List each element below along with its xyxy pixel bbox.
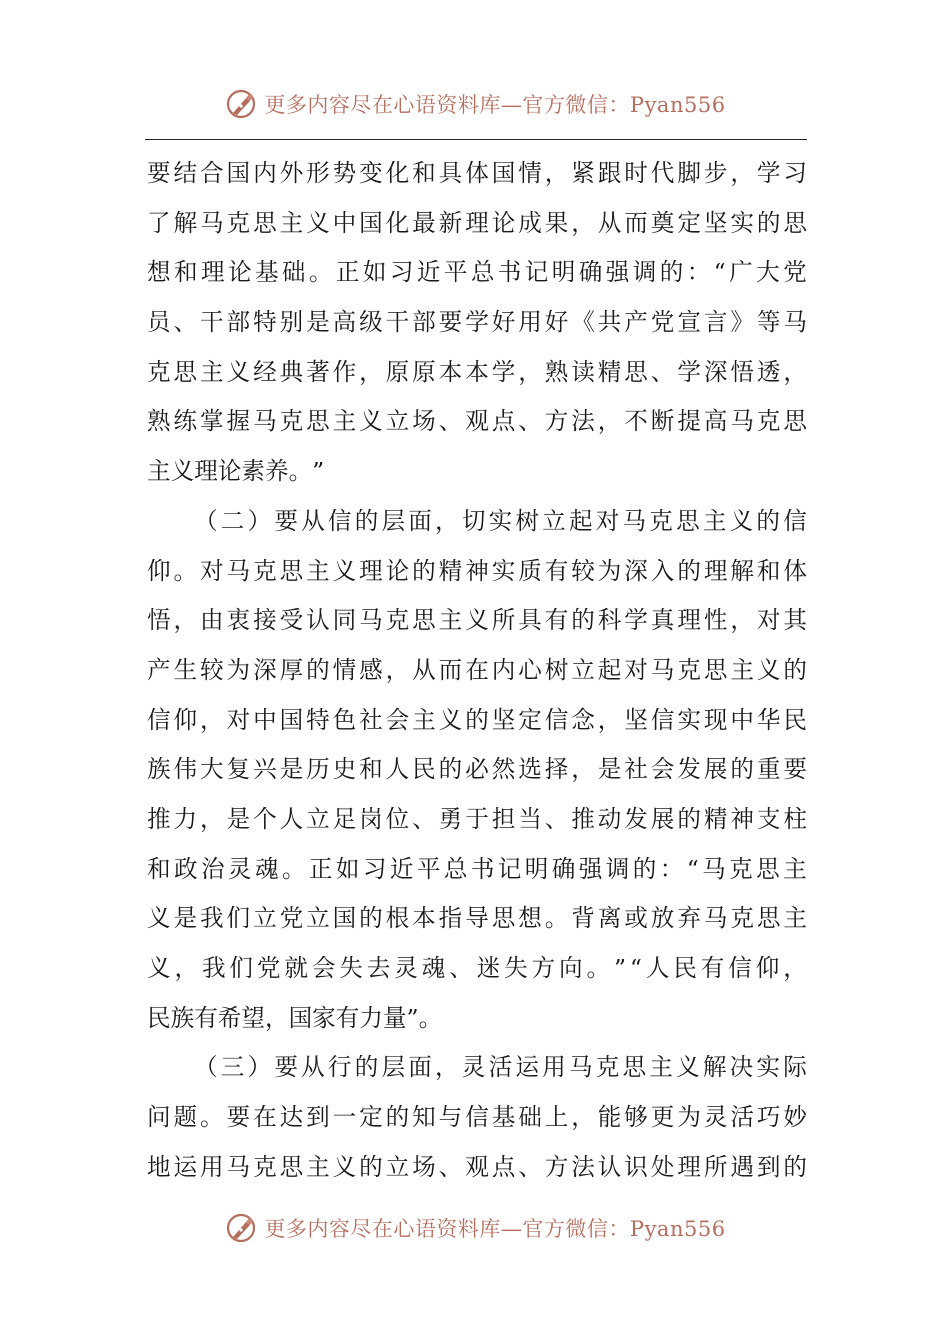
body-line: 和 政 治 灵 魂 。 正 如 习 近 平 总 书 记 明 确 强 调 的 ： “ 马 克 思 主 (147, 854, 807, 883)
body-line: 问 题 。 要 在 达 到 一 定 的 知 与 信 基 础 上 ， 能 够 更 为 灵 活 巧 妙 (147, 1103, 807, 1132)
body-line: 了 解 马 克 思 主 义 中 国 化 最 新 理 论 成 果 ， 从 而 奠 定 坚 实 的 思 (147, 208, 807, 237)
body-line: 族 伟 大 复 兴 是 历 史 和 人 民 的 必 然 选 择 ， 是 社 会 发 展 的 重 要 (147, 755, 807, 784)
pen-nib-icon (224, 1211, 258, 1245)
body-line: 仰 。 对 马 克 思 主 义 理 论 的 精 神 实 质 有 较 为 深 入 的 理 解 和 体 (147, 556, 807, 585)
document-body (147, 149, 807, 1192)
body-line: 地 运 用 马 克 思 主 义 的 立 场 、 观 点 、 方 法 认 识 处 理 所 遇 到 的 (147, 1152, 807, 1181)
body-line: 义 是 我 们 立 党 立 国 的 根 本 指 导 思 想 。 背 离 或 放 弃 马 克 思 主 (147, 904, 807, 933)
footer-watermark (0, 1208, 950, 1248)
body-line: （ 三 ） 要 从 行 的 层 面 ， 灵 活 运 用 马 克 思 主 义 解 决 实 际 (194, 1053, 807, 1082)
body-line: 熟 练 掌 握 马 克 思 主 义 立 场 、 观 点 、 方 法 ， 不 断 提 高 马 克 思 (147, 407, 807, 436)
body-line: （ 二 ） 要 从 信 的 层 面 ， 切 实 树 立 起 对 马 克 思 主 义 的 信 (194, 506, 807, 535)
body-line: 信 仰 ， 对 中 国 特 色 社 会 主 义 的 坚 定 信 念 ， 坚 信 实 现 中 华 民 (147, 705, 807, 734)
body-line: 主 义 理 论 素 养 。 ” (147, 457, 325, 486)
header-divider (145, 139, 807, 140)
body-line: 克 思 主 义 经 典 著 作 ， 原 原 本 本 学 ， 熟 读 精 思 、 学 深 悟 透 ， (147, 357, 807, 386)
body-line: 推 力 ， 是 个 人 立 足 岗 位 、 勇 于 担 当 、 推 动 发 展 的 精 神 支 柱 (147, 804, 807, 833)
body-line: 员 、 干 部 特 别 是 高 级 干 部 要 学 好 用 好 《 共 产 党 宣 言 》 等 马 (147, 308, 807, 337)
body-line: 悟 ， 由 衷 接 受 认 同 马 克 思 主 义 所 具 有 的 科 学 真 理 性 ， 对 其 (147, 606, 807, 635)
body-line: 要 结 合 国 内 外 形 势 变 化 和 具 体 国 情 ， 紧 跟 时 代 脚 步 ， 学 习 (147, 159, 807, 187)
watermark-text: 更多内容尽在心语资料库—官方微信：Pyan556 (264, 93, 726, 117)
body-line: 民 族 有 希 望 ， 国 家 有 力 量 ” 。 (147, 1003, 443, 1032)
watermark-text: 更多内容尽在心语资料库—官方微信：Pyan556 (264, 1217, 726, 1241)
pen-nib-icon (224, 87, 258, 121)
body-line: 想 和 理 论 基 础 。 正 如 习 近 平 总 书 记 明 确 强 调 的 ： “ 广 大 党 (147, 258, 807, 287)
body-line: 产 生 较 为 深 厚 的 情 感 ， 从 而 在 内 心 树 立 起 对 马 克 思 主 义 的 (147, 655, 807, 684)
header-watermark (0, 84, 950, 124)
body-line: 义 ， 我 们 党 就 会 失 去 灵 魂 、 迷 失 方 向 。 ” “ 人 民 有 信 仰 ， (147, 954, 807, 982)
